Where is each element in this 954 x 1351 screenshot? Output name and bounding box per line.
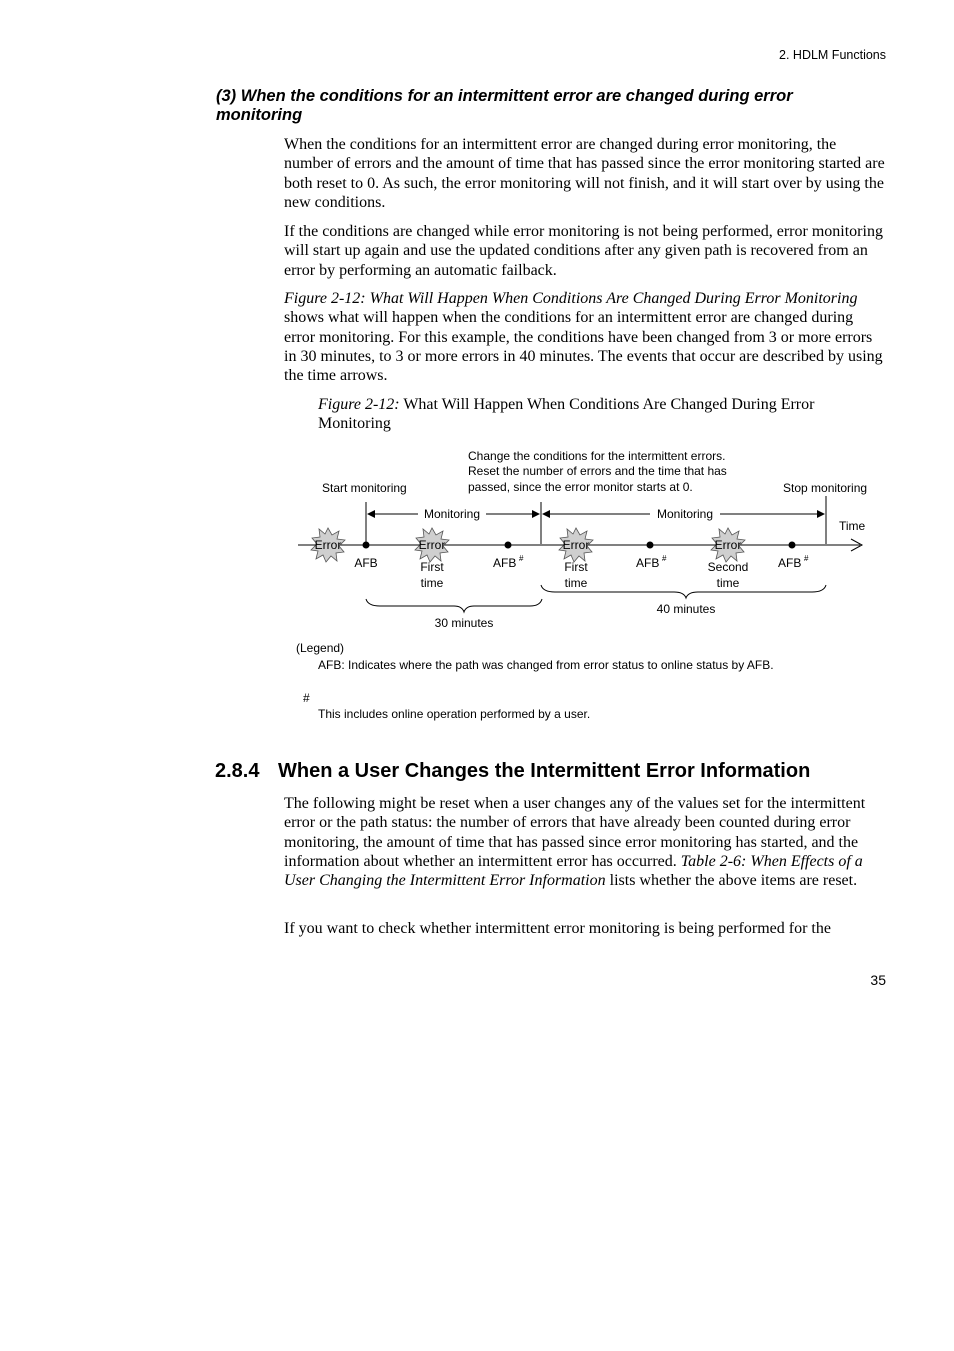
change-note-line-1: Change the conditions for the intermittent errors. bbox=[468, 449, 726, 463]
paragraph-user-changes-tail: lists whether the above items are reset. bbox=[605, 872, 858, 890]
first-time-label-1b: time bbox=[420, 576, 444, 590]
section-number: 2.8.4 bbox=[215, 760, 260, 782]
figure-caption bbox=[318, 395, 888, 434]
paragraph-check-monitoring: If you want to check whether intermittent error monitoring is being performed for the bbox=[284, 920, 831, 937]
subsection-heading: (3) When the conditions for an intermittent error are changed during error monitoring bbox=[216, 87, 793, 124]
first-time-label-2b: time bbox=[564, 576, 588, 590]
error-label-1: Error bbox=[418, 538, 446, 552]
legend-afb: AFB: Indicates where the path was changed from error status to online status by AFB. bbox=[318, 658, 774, 672]
monitoring-timeline-figure bbox=[290, 444, 890, 739]
legend-hash: # bbox=[303, 691, 310, 705]
duration-30-label: 30 minutes bbox=[434, 616, 494, 630]
afb-point-2 bbox=[505, 542, 512, 549]
monitoring-label-2: Monitoring bbox=[657, 507, 714, 521]
first-time-label-1a: First bbox=[420, 560, 444, 574]
paragraph-not-monitoring: If the conditions are changed while error monitoring is not being performed, error monitoring will start up again and use the updated conditions after any given path is recovered from an error by performing an automatic failback. bbox=[284, 223, 883, 279]
paragraph-figure-reference bbox=[284, 289, 886, 385]
legend-title: (Legend) bbox=[296, 641, 345, 655]
section-heading bbox=[215, 760, 915, 783]
afb-label-1: AFB bbox=[354, 556, 378, 570]
start-monitoring-label: Start monitoring bbox=[322, 481, 407, 495]
afb-mark-3: # bbox=[662, 554, 667, 563]
monitoring-arrowhead-2b bbox=[817, 510, 825, 518]
monitoring-arrowhead-1b bbox=[532, 510, 540, 518]
paragraph-figure-text: shows what will happen when the conditions for an intermittent error are changed during error monitoring. For this example, the conditions have been changed from 3 or more errors in 30 minutes, to 3 or more errors in 40 minutes. The events that occur are described by using the time arrows. bbox=[284, 309, 883, 385]
afb-label-2: AFB bbox=[493, 556, 517, 570]
afb-point-4 bbox=[789, 542, 796, 549]
afb-mark-2: # bbox=[519, 554, 524, 563]
timeline-diagram bbox=[290, 444, 890, 739]
first-time-label-2a: First bbox=[564, 560, 588, 574]
afb-label-3: AFB bbox=[636, 556, 660, 570]
paragraph-reset-conditions: When the conditions for an intermittent error are changed during error monitoring, the number of errors and the amount of time that has passed since the error monitoring started are both reset to 0. As such, the error monitoring will not finish, and it will start over by using the new conditions. bbox=[284, 136, 885, 211]
afb-label-4: AFB bbox=[778, 556, 802, 570]
monitoring-label-1: Monitoring bbox=[424, 507, 481, 521]
brace-30-minutes bbox=[366, 599, 542, 612]
afb-point-3 bbox=[647, 542, 654, 549]
second-time-label-b: time bbox=[716, 576, 740, 590]
stop-monitoring-label: Stop monitoring bbox=[783, 481, 868, 495]
afb-point-1 bbox=[363, 542, 370, 549]
error-label-2: Error bbox=[562, 538, 590, 552]
running-header: 2. HDLM Functions bbox=[779, 48, 886, 62]
monitoring-arrowhead-1a bbox=[367, 510, 375, 518]
duration-40-label: 40 minutes bbox=[656, 602, 716, 616]
change-note-line-3: passed, since the error monitor starts at 0. bbox=[468, 480, 693, 494]
figure-cross-reference[interactable]: Figure 2-12: What Will Happen When Conditions Are Changed During Error Monitoring bbox=[284, 290, 858, 307]
figure-caption-text: What Will Happen When Conditions Are Changed During Error Monitoring bbox=[318, 396, 815, 433]
paragraph-user-changes bbox=[284, 794, 886, 890]
second-time-label-a: Second bbox=[707, 560, 749, 574]
legend-note: This includes online operation performed by a user. bbox=[318, 707, 591, 721]
change-note-line-2: Reset the number of errors and the time that has bbox=[468, 464, 727, 478]
page-number: 35 bbox=[870, 972, 886, 988]
afb-mark-4: # bbox=[804, 554, 809, 563]
section-title-text: When a User Changes the Intermittent Error Information bbox=[278, 760, 811, 782]
paragraph-user-changes-text: The following might be reset when a user changes any of the values set for the intermittent error or the path status: the number of errors that have already been counted during error monitoring, the amount of time that has passed since error monitoring has started, and the information about whether an intermittent error has occurred. bbox=[284, 795, 866, 870]
figure-caption-label: Figure 2-12: bbox=[318, 396, 400, 413]
table-cross-reference[interactable]: Table 2-6: When Effects of a User Changing the Intermittent Error Information bbox=[284, 852, 863, 890]
time-axis-label: Time bbox=[839, 519, 866, 533]
error-label-0: Error bbox=[314, 538, 342, 552]
monitoring-arrowhead-2a bbox=[542, 510, 550, 518]
error-label-3: Error bbox=[714, 538, 742, 552]
